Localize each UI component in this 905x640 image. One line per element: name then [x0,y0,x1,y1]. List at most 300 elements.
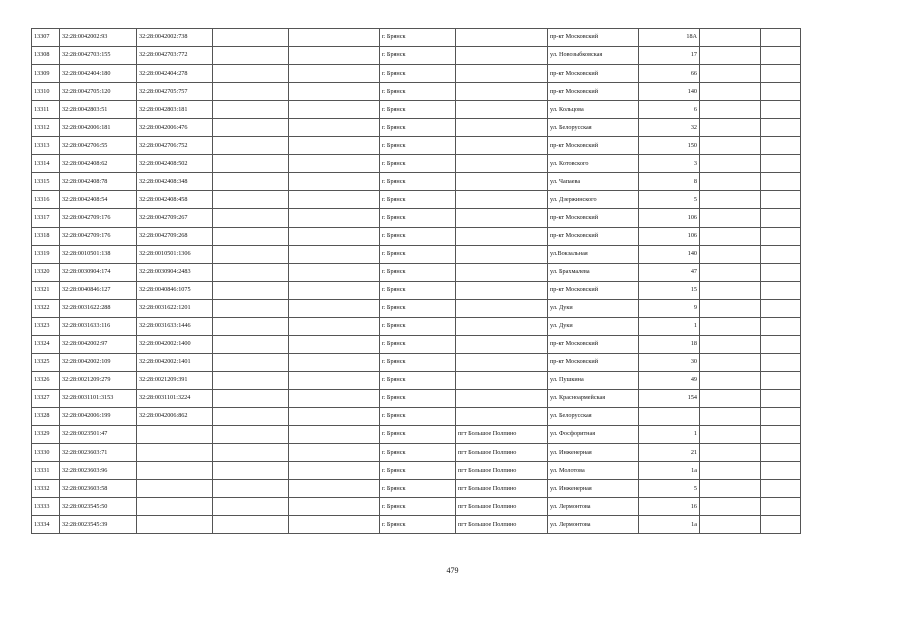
empty-cell [289,444,380,462]
house-number-cell: 1 [639,426,700,444]
street-cell: пр-кт Московский [548,353,639,371]
settlement-cell [456,47,548,65]
settlement-cell: пгт Большое Полпино [456,480,548,498]
land-cadastral-number-cell: 32:28:0023501:47 [60,426,137,444]
empty-cell [213,462,289,480]
city-cell: г. Брянск [380,83,456,101]
table-row [32,426,801,444]
settlement-cell [456,335,548,353]
record-number-cell: 13333 [32,498,60,516]
building-cadastral-number-cell: 32:28:0042002:1401 [137,353,213,371]
house-number-cell: 18А [639,29,700,47]
empty-cell [761,299,801,317]
empty-cell [761,209,801,227]
settlement-cell [456,65,548,83]
empty-cell [213,353,289,371]
building-cadastral-number-cell: 32:28:0010501:1306 [137,245,213,263]
empty-cell [213,191,289,209]
empty-cell [289,407,380,425]
record-number-cell: 13325 [32,353,60,371]
building-cadastral-number-cell: 32:28:0031101:3224 [137,389,213,407]
building-cadastral-number-cell: 32:28:0042408:348 [137,173,213,191]
empty-cell [700,83,761,101]
building-cadastral-number-cell [137,444,213,462]
street-cell: пр-кт Московский [548,137,639,155]
empty-cell [700,155,761,173]
table-body [32,29,801,534]
house-number-cell: 8 [639,173,700,191]
house-number-cell: 47 [639,263,700,281]
empty-cell [213,498,289,516]
table-row [32,389,801,407]
empty-cell [761,263,801,281]
empty-cell [213,101,289,119]
land-cadastral-number-cell: 32:28:0031622:288 [60,299,137,317]
table-row [32,299,801,317]
record-number-cell: 13314 [32,155,60,173]
table-row [32,137,801,155]
empty-cell [289,281,380,299]
building-cadastral-number-cell: 32:28:0042705:757 [137,83,213,101]
empty-cell [700,209,761,227]
settlement-cell [456,155,548,173]
city-cell: г. Брянск [380,191,456,209]
empty-cell [700,516,761,534]
table-row [32,65,801,83]
record-number-cell: 13322 [32,299,60,317]
record-number-cell: 13320 [32,263,60,281]
house-number-cell: 18 [639,335,700,353]
empty-cell [761,480,801,498]
empty-cell [700,191,761,209]
building-cadastral-number-cell: 32:28:0042404:278 [137,65,213,83]
empty-cell [700,299,761,317]
empty-cell [213,371,289,389]
record-number-cell: 13326 [32,371,60,389]
table-row [32,209,801,227]
settlement-cell [456,209,548,227]
empty-cell [213,389,289,407]
building-cadastral-number-cell: 32:28:0042002:738 [137,29,213,47]
empty-cell [213,317,289,335]
empty-cell [761,317,801,335]
empty-cell [289,47,380,65]
land-cadastral-number-cell: 32:28:0031633:116 [60,317,137,335]
building-cadastral-number-cell: 32:28:0030904:2483 [137,263,213,281]
city-cell: г. Брянск [380,137,456,155]
street-cell: ул. Молотова [548,462,639,480]
empty-cell [761,371,801,389]
empty-cell [700,47,761,65]
record-number-cell: 13309 [32,65,60,83]
empty-cell [700,173,761,191]
city-cell: г. Брянск [380,480,456,498]
table-row [32,83,801,101]
land-cadastral-number-cell: 32:28:0010501:138 [60,245,137,263]
city-cell: г. Брянск [380,498,456,516]
empty-cell [289,335,380,353]
table-row [32,353,801,371]
city-cell: г. Брянск [380,317,456,335]
settlement-cell: пгт Большое Полпино [456,498,548,516]
empty-cell [761,353,801,371]
record-number-cell: 13329 [32,426,60,444]
empty-cell [213,335,289,353]
land-cadastral-number-cell: 32:28:0042408:78 [60,173,137,191]
empty-cell [700,407,761,425]
house-number-cell: 140 [639,83,700,101]
house-number-cell: 6 [639,101,700,119]
empty-cell [213,281,289,299]
record-number-cell: 13327 [32,389,60,407]
table-row [32,263,801,281]
record-number-cell: 13334 [32,516,60,534]
empty-cell [700,65,761,83]
empty-cell [700,137,761,155]
empty-cell [289,462,380,480]
city-cell: г. Брянск [380,65,456,83]
settlement-cell [456,137,548,155]
table-row [32,444,801,462]
empty-cell [761,335,801,353]
land-cadastral-number-cell: 32:28:0031101:3153 [60,389,137,407]
street-cell: ул. Кольцова [548,101,639,119]
table-row [32,119,801,137]
empty-cell [700,353,761,371]
empty-cell [700,29,761,47]
record-number-cell: 13331 [32,462,60,480]
empty-cell [289,65,380,83]
land-cadastral-number-cell: 32:28:0042408:54 [60,191,137,209]
building-cadastral-number-cell: 32:28:0042408:458 [137,191,213,209]
city-cell: г. Брянск [380,353,456,371]
empty-cell [213,47,289,65]
house-number-cell: 150 [639,137,700,155]
house-number-cell: 15 [639,281,700,299]
settlement-cell [456,407,548,425]
registry-table [31,28,801,534]
building-cadastral-number-cell: 32:28:0042709:267 [137,209,213,227]
empty-cell [761,281,801,299]
record-number-cell: 13319 [32,245,60,263]
street-cell: пр-кт Московский [548,209,639,227]
empty-cell [213,299,289,317]
settlement-cell [456,389,548,407]
city-cell: г. Брянск [380,407,456,425]
house-number-cell: 106 [639,209,700,227]
table-row [32,29,801,47]
land-cadastral-number-cell: 32:28:0042002:93 [60,29,137,47]
empty-cell [700,119,761,137]
city-cell: г. Брянск [380,245,456,263]
empty-cell [213,444,289,462]
empty-cell [700,498,761,516]
street-cell: ул. Красноармейская [548,389,639,407]
empty-cell [289,173,380,191]
city-cell: г. Брянск [380,444,456,462]
record-number-cell: 13317 [32,209,60,227]
street-cell: ул. Инженерная [548,444,639,462]
street-cell: пр-кт Московский [548,281,639,299]
house-number-cell: 17 [639,47,700,65]
building-cadastral-number-cell: 32:28:0042006:476 [137,119,213,137]
house-number-cell: 1 [639,317,700,335]
empty-cell [213,209,289,227]
land-cadastral-number-cell: 32:28:0040846:127 [60,281,137,299]
empty-cell [289,101,380,119]
table-row [32,281,801,299]
empty-cell [761,65,801,83]
empty-cell [289,516,380,534]
empty-cell [289,263,380,281]
land-cadastral-number-cell: 32:28:0042408:62 [60,155,137,173]
settlement-cell [456,353,548,371]
record-number-cell: 13332 [32,480,60,498]
record-number-cell: 13312 [32,119,60,137]
land-cadastral-number-cell: 32:28:0023545:39 [60,516,137,534]
street-cell: ул. Дуки [548,299,639,317]
house-number-cell: 106 [639,227,700,245]
record-number-cell: 13318 [32,227,60,245]
empty-cell [213,83,289,101]
empty-cell [761,389,801,407]
empty-cell [289,299,380,317]
building-cadastral-number-cell: 32:28:0042706:752 [137,137,213,155]
building-cadastral-number-cell: 32:28:0021209:391 [137,371,213,389]
settlement-cell [456,371,548,389]
house-number-cell: 140 [639,245,700,263]
house-number-cell: 5 [639,480,700,498]
settlement-cell: пгт Большое Полпино [456,426,548,444]
table-row [32,245,801,263]
city-cell: г. Брянск [380,173,456,191]
record-number-cell: 13324 [32,335,60,353]
empty-cell [700,389,761,407]
empty-cell [700,245,761,263]
empty-cell [213,516,289,534]
record-number-cell: 13311 [32,101,60,119]
empty-cell [700,444,761,462]
building-cadastral-number-cell: 32:28:0042002:1400 [137,335,213,353]
empty-cell [289,353,380,371]
land-cadastral-number-cell: 32:28:0030904:174 [60,263,137,281]
house-number-cell: 9 [639,299,700,317]
building-cadastral-number-cell [137,516,213,534]
land-cadastral-number-cell: 32:28:0021209:279 [60,371,137,389]
empty-cell [289,371,380,389]
street-cell: ул. Дуки [548,317,639,335]
empty-cell [761,227,801,245]
land-cadastral-number-cell: 32:28:0042803:51 [60,101,137,119]
empty-cell [289,155,380,173]
land-cadastral-number-cell: 32:28:0023603:58 [60,480,137,498]
land-cadastral-number-cell: 32:28:0023603:71 [60,444,137,462]
empty-cell [289,191,380,209]
land-cadastral-number-cell: 32:28:0042002:97 [60,335,137,353]
record-number-cell: 13307 [32,29,60,47]
empty-cell [761,119,801,137]
city-cell: г. Брянск [380,209,456,227]
street-cell: ул. Лермонтова [548,498,639,516]
street-cell: пр-кт Московский [548,83,639,101]
house-number-cell: 32 [639,119,700,137]
building-cadastral-number-cell: 32:28:0042803:181 [137,101,213,119]
land-cadastral-number-cell: 32:28:0042404:180 [60,65,137,83]
city-cell: г. Брянск [380,389,456,407]
street-cell: ул.Вокзальная [548,245,639,263]
city-cell: г. Брянск [380,371,456,389]
street-cell: ул. Чапаева [548,173,639,191]
street-cell: ул. Белорусская [548,119,639,137]
house-number-cell: 1а [639,462,700,480]
city-cell: г. Брянск [380,462,456,480]
settlement-cell [456,173,548,191]
empty-cell [213,263,289,281]
record-number-cell: 13313 [32,137,60,155]
settlement-cell [456,317,548,335]
empty-cell [761,245,801,263]
settlement-cell [456,227,548,245]
settlement-cell: пгт Большое Полпино [456,516,548,534]
page-number: 479 [446,566,459,575]
empty-cell [761,137,801,155]
city-cell: г. Брянск [380,119,456,137]
street-cell: ул. Лермонтова [548,516,639,534]
empty-cell [761,29,801,47]
building-cadastral-number-cell: 32:28:0042006:862 [137,407,213,425]
empty-cell [761,191,801,209]
city-cell: г. Брянск [380,335,456,353]
record-number-cell: 13308 [32,47,60,65]
record-number-cell: 13323 [32,317,60,335]
empty-cell [289,119,380,137]
table-row [32,498,801,516]
land-cadastral-number-cell: 32:28:0042002:109 [60,353,137,371]
table-row [32,371,801,389]
empty-cell [700,426,761,444]
empty-cell [213,155,289,173]
city-cell: г. Брянск [380,29,456,47]
record-number-cell: 13310 [32,83,60,101]
city-cell: г. Брянск [380,227,456,245]
land-cadastral-number-cell: 32:28:0042706:55 [60,137,137,155]
city-cell: г. Брянск [380,516,456,534]
house-number-cell: 30 [639,353,700,371]
table-row [32,335,801,353]
building-cadastral-number-cell [137,426,213,444]
city-cell: г. Брянск [380,155,456,173]
land-cadastral-number-cell: 32:28:0042709:176 [60,209,137,227]
record-number-cell: 13316 [32,191,60,209]
empty-cell [761,462,801,480]
empty-cell [289,389,380,407]
settlement-cell [456,119,548,137]
empty-cell [700,281,761,299]
house-number-cell: 49 [639,371,700,389]
empty-cell [289,317,380,335]
building-cadastral-number-cell: 32:28:0042408:502 [137,155,213,173]
empty-cell [700,227,761,245]
land-cadastral-number-cell: 32:28:0042705:120 [60,83,137,101]
settlement-cell [456,245,548,263]
table-row [32,173,801,191]
empty-cell [289,137,380,155]
house-number-cell: 1а [639,516,700,534]
empty-cell [289,227,380,245]
street-cell: пр-кт Московский [548,65,639,83]
building-cadastral-number-cell: 32:28:0042709:268 [137,227,213,245]
house-number-cell: 154 [639,389,700,407]
street-cell: ул. Дзержинского [548,191,639,209]
empty-cell [761,173,801,191]
empty-cell [289,29,380,47]
street-cell: ул. Котовского [548,155,639,173]
building-cadastral-number-cell: 32:28:0031633:1446 [137,317,213,335]
street-cell: пр-кт Московский [548,29,639,47]
empty-cell [700,462,761,480]
street-cell: пр-кт Московский [548,335,639,353]
table-row [32,480,801,498]
empty-cell [761,444,801,462]
empty-cell [213,29,289,47]
building-cadastral-number-cell [137,462,213,480]
empty-cell [700,480,761,498]
record-number-cell: 13330 [32,444,60,462]
street-cell: ул. Пушкина [548,371,639,389]
settlement-cell [456,29,548,47]
empty-cell [213,173,289,191]
city-cell: г. Брянск [380,299,456,317]
empty-cell [700,317,761,335]
street-cell: ул. Брахмалева [548,263,639,281]
settlement-cell [456,101,548,119]
street-cell: ул. Новозыбковская [548,47,639,65]
street-cell: пр-кт Московский [548,227,639,245]
empty-cell [289,245,380,263]
settlement-cell: пгт Большое Полпино [456,462,548,480]
settlement-cell [456,191,548,209]
settlement-cell [456,83,548,101]
building-cadastral-number-cell: 32:28:0040846:1075 [137,281,213,299]
empty-cell [289,498,380,516]
empty-cell [761,101,801,119]
empty-cell [213,119,289,137]
empty-cell [761,407,801,425]
table-row [32,516,801,534]
table-row [32,317,801,335]
table-row [32,462,801,480]
house-number-cell [639,407,700,425]
empty-cell [700,101,761,119]
table-row [32,227,801,245]
empty-cell [761,426,801,444]
city-cell: г. Брянск [380,426,456,444]
house-number-cell: 5 [639,191,700,209]
empty-cell [213,245,289,263]
empty-cell [213,227,289,245]
street-cell: ул. Фосфоритная [548,426,639,444]
street-cell: ул. Инженерная [548,480,639,498]
house-number-cell: 66 [639,65,700,83]
empty-cell [761,155,801,173]
empty-cell [289,209,380,227]
record-number-cell: 13321 [32,281,60,299]
table-row [32,407,801,425]
empty-cell [289,480,380,498]
building-cadastral-number-cell [137,498,213,516]
empty-cell [761,83,801,101]
empty-cell [761,498,801,516]
